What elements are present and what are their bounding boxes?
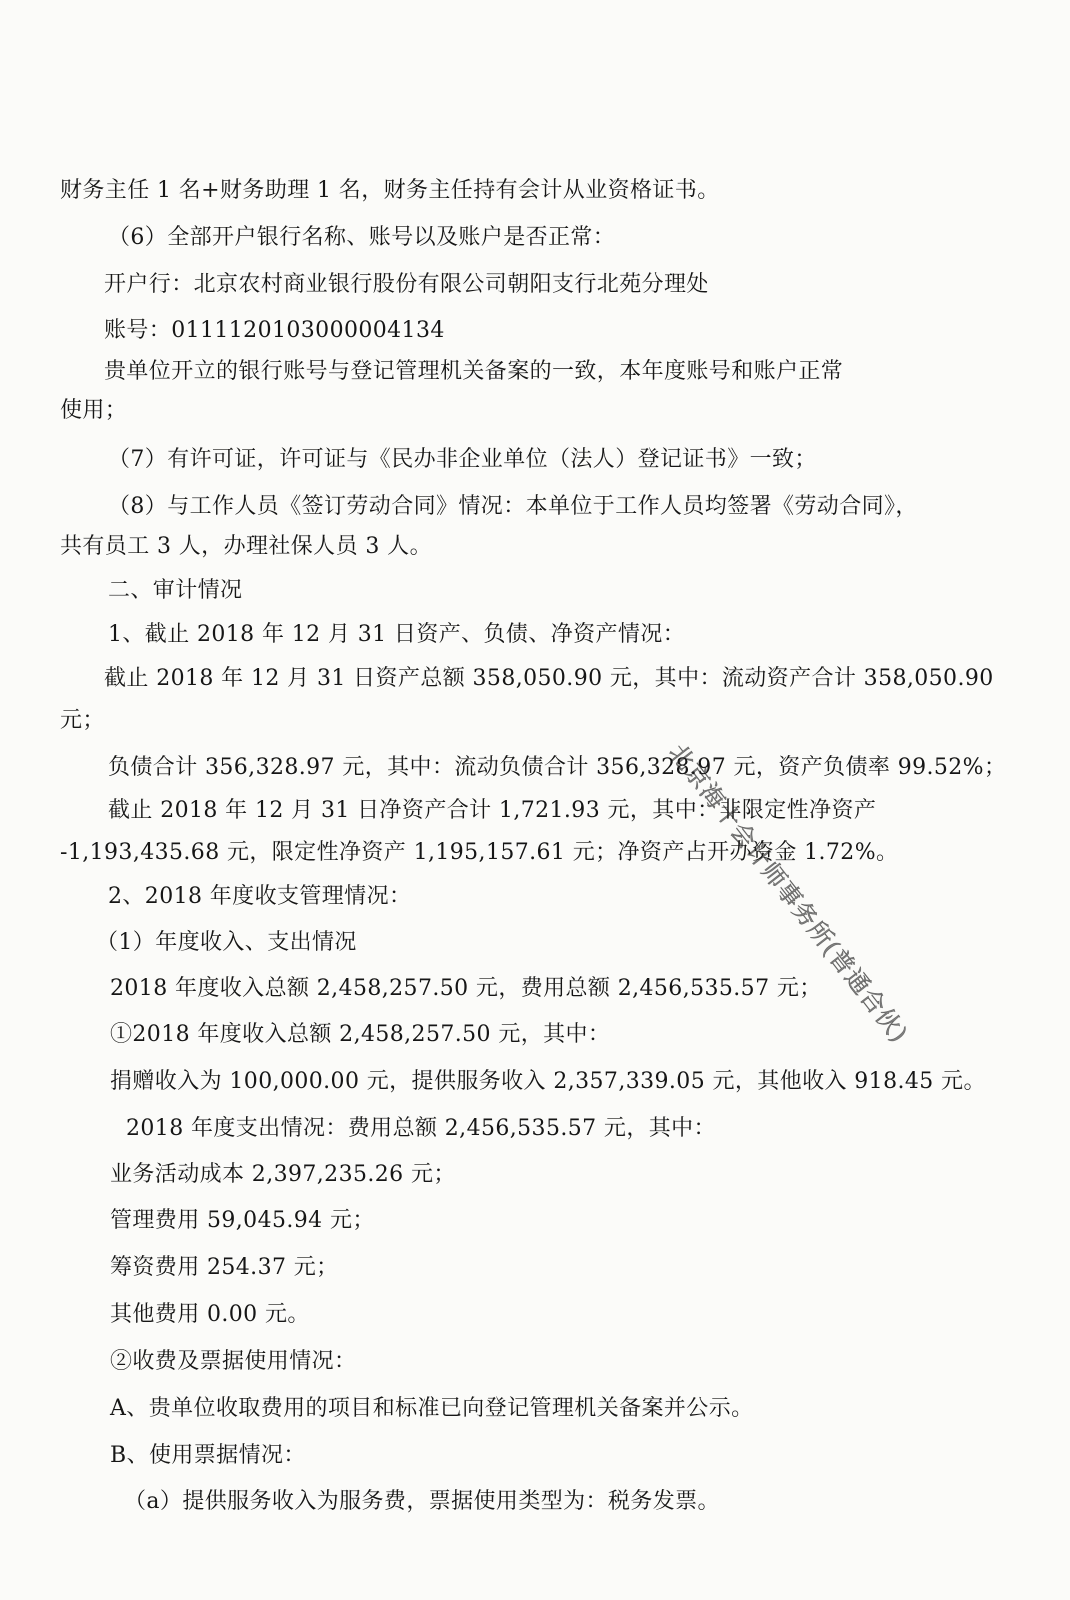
text-line: 账号：0111120103000004134 bbox=[104, 318, 445, 343]
text-line: 2018 年度收入总额 2,458,257.50 元，费用总额 2,456,535.57 元； bbox=[110, 976, 822, 1001]
text-line: 元； bbox=[60, 708, 105, 733]
section-heading: 二、审计情况 bbox=[108, 578, 243, 603]
text-line: ②收费及票据使用情况： bbox=[110, 1349, 357, 1374]
text-line: （1）年度收入、支出情况 bbox=[96, 930, 357, 955]
text-line: -1,193,435.68 元，限定性净资产 1,195,157.61 元；净资产占开办资金 1.72%。 bbox=[60, 840, 899, 865]
text-line: B、使用票据情况： bbox=[110, 1443, 306, 1468]
text-line: 财务主任 1 名+财务助理 1 名，财务主任持有会计从业资格证书。 bbox=[60, 178, 720, 203]
text-line: ①2018 年度收入总额 2,458,257.50 元，其中： bbox=[110, 1022, 611, 1047]
text-line: A、贵单位收取费用的项目和标准已向登记管理机关备案并公示。 bbox=[110, 1396, 754, 1421]
text-line: 1、截止 2018 年 12 月 31 日资产、负债、净资产情况： bbox=[108, 622, 686, 647]
text-line: （7）有许可证，许可证与《民办非企业单位（法人）登记证书》一致； bbox=[108, 447, 817, 472]
text-line: 贵单位开立的银行账号与登记管理机关备案的一致，本年度账号和账户正常 bbox=[104, 359, 844, 384]
text-line: 开户行：北京农村商业银行股份有限公司朝阳支行北苑分理处 bbox=[104, 272, 709, 297]
text-line: 捐赠收入为 100,000.00 元，提供服务收入 2,357,339.05 元，其他收入 918.45 元。 bbox=[110, 1069, 986, 1094]
text-line: 管理费用 59,045.94 元； bbox=[110, 1208, 375, 1233]
text-line: 2018 年度支出情况：费用总额 2,456,535.57 元，其中： bbox=[126, 1116, 716, 1141]
text-line: 2、2018 年度收支管理情况： bbox=[108, 884, 412, 909]
text-line: （8）与工作人员《签订劳动合同》情况：本单位于工作人员均签署《劳动合同》， bbox=[108, 494, 918, 519]
text-line: 负债合计 356,328.97 元，其中：流动负债合计 356,328.97 元，资产负债率 99.52%； bbox=[108, 755, 1007, 780]
text-line: 使用； bbox=[60, 398, 128, 423]
text-line: 截止 2018 年 12 月 31 日资产总额 358,050.90 元，其中：流动资产合计 358,050.90 bbox=[104, 666, 994, 691]
text-line: （a）提供服务收入为服务费，票据使用类型为：税务发票。 bbox=[124, 1489, 720, 1514]
text-line: 共有员工 3 人，办理社保人员 3 人。 bbox=[60, 534, 432, 559]
seal-stamp: 北京海十会计师事务所(普通合伙) bbox=[663, 738, 914, 1049]
text-line: 截止 2018 年 12 月 31 日净资产合计 1,721.93 元，其中：非限定性净资产 bbox=[108, 798, 877, 823]
text-line: 其他费用 0.00 元。 bbox=[110, 1302, 310, 1327]
text-line: （6）全部开户银行名称、账号以及账户是否正常： bbox=[108, 225, 616, 250]
text-line: 业务活动成本 2,397,235.26 元； bbox=[110, 1162, 456, 1187]
text-line: 筹资费用 254.37 元； bbox=[110, 1255, 339, 1280]
